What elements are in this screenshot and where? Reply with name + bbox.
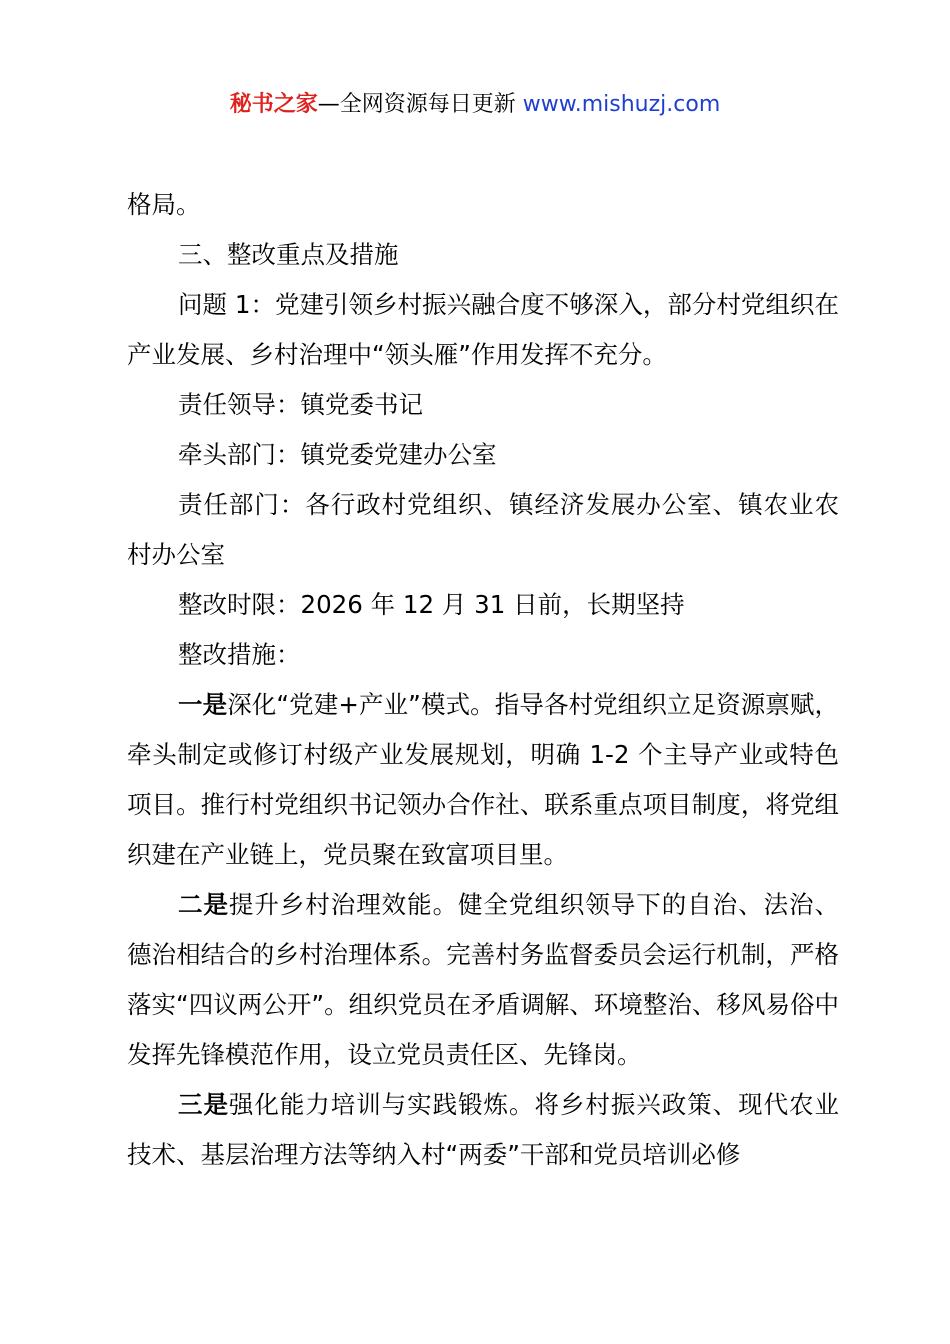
paragraph-lead-department: 牵头部门：镇党委党建办公室 (178, 440, 497, 469)
measure-1-text: 深化“党建+产业”模式。指导各村党组织立足资源禀赋，牵头制定或修订村级产业发展规划，明确 1-2 个主导产业或特色项目。推行村党组织书记领办合作社、联系重点项目制度，将党组织建在产业链上，党员聚在致富项目里。 (127, 690, 840, 869)
paragraph-measures-label: 整改措施： (178, 640, 301, 669)
paragraph-responsible-departments: 责任部门：各行政村党组织、镇经济发展办公室、镇农业农村办公室 (127, 490, 839, 569)
paragraph-measure-3 (127, 1080, 839, 1180)
measure-3-text: 强化能力培训与实践锻炼。将乡村振兴政策、现代农业技术、基层治理方法等纳入村“两委”干部和党员培训必修 (127, 1090, 839, 1169)
paragraph-deadline: 整改时限：2026 年 12 月 31 日前，长期坚持 (178, 590, 685, 619)
document-body (127, 180, 839, 1180)
page-header (0, 88, 950, 122)
paragraph-continuation: 格局。 (127, 190, 201, 219)
measure-1-lead: 一是 (178, 690, 228, 719)
paragraph-measure-1 (127, 680, 839, 880)
section-heading: 三、整改重点及措施 (178, 240, 399, 269)
site-slogan: —全网资源每日更新 (317, 92, 516, 117)
site-brand: 秘书之家 (229, 92, 318, 117)
measure-2-lead: 二是 (178, 890, 229, 919)
measure-3-lead: 三是 (178, 1090, 229, 1119)
site-url-link[interactable]: www.mishuzj.com (522, 92, 721, 117)
measure-2-text: 提升乡村治理效能。健全党组织领导下的自治、法治、德治相结合的乡村治理体系。完善村务监督委员会运行机制，严格落实“四议两公开”。组织党员在矛盾调解、环境整治、移风易俗中发挥先锋模范作用，设立党员责任区、先锋岗。 (127, 890, 839, 1069)
paragraph-measure-2 (127, 880, 839, 1080)
paragraph-problem: 问题 1：党建引领乡村振兴融合度不够深入，部分村党组织在产业发展、乡村治理中“领头雁”作用发挥不充分。 (127, 290, 839, 369)
paragraph-responsible-leader: 责任领导：镇党委书记 (178, 390, 423, 419)
